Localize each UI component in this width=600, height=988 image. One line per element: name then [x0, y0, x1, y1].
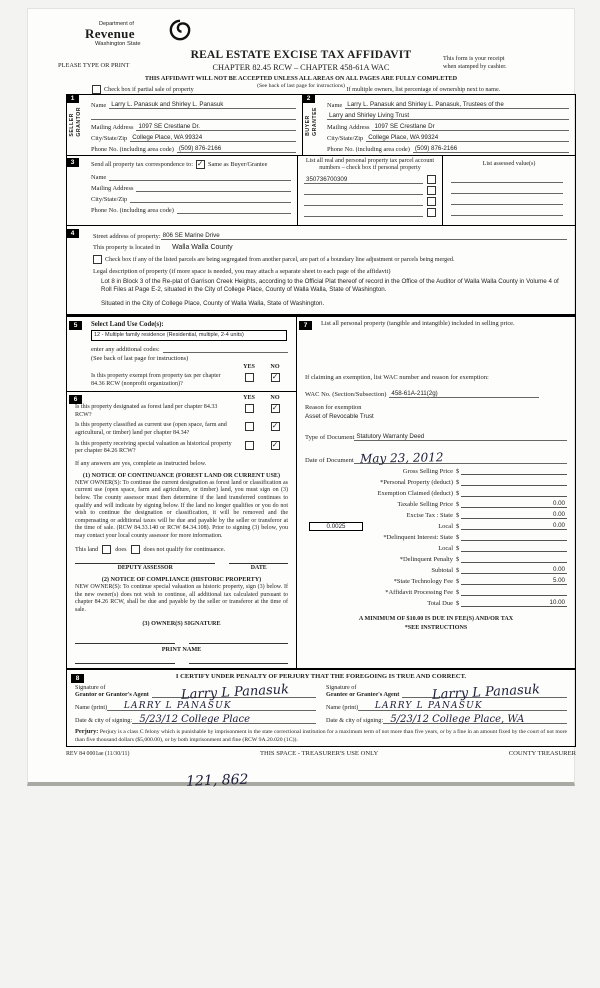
grantee-signature-block [326, 683, 567, 724]
seller-role-label [69, 107, 82, 137]
state-tech-fee-label: *State Technology Fee [393, 578, 453, 586]
dollar-sign: $ [456, 490, 460, 498]
additional-codes-field [163, 352, 288, 353]
assessed-field-3 [451, 204, 563, 205]
local-rate-box: 0.0025 [309, 522, 363, 531]
corr-name-field [109, 180, 291, 181]
see-instructions-note: *SEE INSTRUCTIONS [404, 624, 468, 631]
type-document-field [354, 433, 567, 441]
grantee-name-print-field [358, 701, 567, 712]
current-yes-checkbox[interactable] [245, 422, 254, 431]
type-document-value: Statutory Warranty Deed [356, 433, 425, 441]
minimum-fee-note: A MINIMUM OF $10.00 IS DUE IN FEE(S) AND/OR TAX [358, 616, 514, 623]
section-2-badge: 2 [302, 94, 315, 103]
exempt-yes-checkbox[interactable] [245, 373, 254, 382]
left-column [67, 317, 297, 668]
does-label: does [115, 546, 127, 554]
legal-description-label: Legal description of property (if more space is needed, you may attach a separate sheet to each page of the affidavit) [93, 268, 391, 275]
receipt-note-line2: when stamped by cashier. [443, 62, 507, 70]
parcel-field-2 [304, 194, 423, 195]
this-land-label: This land [75, 546, 99, 554]
land-use-code-select[interactable]: 12 - Multiple family residence (Residential, multiple, 2-4 units) [91, 330, 287, 341]
compliance-text: NEW OWNER(S): To continue special valuation as historic property, sign (3) below. If the new owner(s) does not wish to continue, all additional tax calculated pursuant to chapter 84.26 RCW, shall be due and payable by the seller or transferor at the time of sale. [75, 584, 288, 613]
owner-signature-line-2 [189, 637, 289, 644]
street-address-field [161, 232, 567, 240]
grantor-date-city-field [132, 714, 316, 726]
deputy-assessor-line: DEPUTY ASSESSOR [75, 563, 215, 571]
gross-selling-price-label: Gross Selling Price [402, 468, 453, 476]
parcel-personal-checkbox-4[interactable] [427, 208, 436, 217]
reason-exemption-label: Reason for exemption [305, 404, 362, 412]
no-header-2: NO [270, 395, 280, 402]
state-tech-fee-value: 5.00 [552, 577, 565, 585]
corr-phone-field [177, 213, 291, 214]
seller-phone-label: Phone No. (including area code) [91, 146, 174, 153]
buyer-city-value: College Place, WA 99324 [368, 134, 439, 141]
perjury-text: Perjury is a class C felony which is punishable by imprisonment in the state correctional institution for a maximum term of not more than five years, or by a fine in an amount fixed by the court of not more than five thousand dollars ($5,000.00), or by both imprisonment and fine (RCW 9A.20.020 (1C)). [75, 729, 568, 743]
same-as-buyer-checkbox[interactable] [196, 160, 205, 169]
assessed-field-2 [451, 193, 563, 194]
print-name-line-1 [75, 657, 175, 664]
corr-name-label: Name [91, 174, 107, 181]
grantor-signature-block [75, 683, 316, 724]
delinquent-penalty-label: *Delinquent Penalty [399, 556, 453, 564]
personal-property-deduct-value [565, 478, 567, 485]
print-name-label: PRINT NAME [161, 646, 202, 654]
land-use-section [67, 317, 296, 391]
exemption-claim-label: If claiming an exemption, list WAC number and reason for exemption: [305, 374, 489, 382]
seller-city-label: City/State/Zip [91, 135, 128, 142]
reason-exemption-value: Asset of Revocable Trust [305, 412, 374, 420]
seller-mailing-value: 1097 SE Crestlane Dr. [138, 123, 201, 130]
parties-row [66, 94, 576, 156]
wac-field [389, 390, 539, 398]
excise-tax-local-field [461, 522, 567, 530]
exempt-question: Is this property exempt from property tax per chapter 84.36 RCW (nonprofit organization)? [91, 373, 221, 387]
exemption-claimed-value [565, 489, 567, 496]
no-header: NO [270, 364, 280, 370]
date-document-value: May 23, 2012 [359, 450, 444, 467]
buyer-role-label [305, 107, 318, 136]
section-5-badge: 5 [69, 321, 82, 330]
buyer-grantee-box [303, 94, 576, 156]
taxable-selling-price-value: 0.00 [552, 500, 565, 508]
state-tech-fee-field [461, 577, 567, 585]
section-8-badge: 8 [71, 674, 84, 683]
corr-phone-label: Phone No. (including area code) [91, 207, 174, 214]
dollar-sign: $ [456, 545, 460, 553]
grantor-name-print-field [107, 701, 316, 712]
grantor-agent-label: Grantor or Grantor's Agent [75, 691, 149, 699]
yes-header: YES [243, 364, 255, 370]
dollar-sign: $ [456, 501, 460, 509]
seller-name-label: Name [91, 102, 107, 109]
compliance-title: (2) NOTICE OF COMPLIANCE (HISTORIC PROPERTY) [101, 576, 262, 584]
parcel-field-4 [304, 216, 423, 217]
parcel-number-value: 350736700309 [306, 175, 348, 183]
forest-question: Is this property designated as forest land per chapter 84.33 RCW? [75, 404, 218, 418]
buyer-name-value: Larry L. Panasuk and Shirley L. Panasuk, Trustees of the [347, 101, 504, 108]
signature-of-label: Signature of [75, 684, 106, 692]
exemption-claimed-field [461, 489, 567, 497]
local-label-text: Local [438, 523, 453, 531]
personal-property-deduct-field [461, 478, 567, 486]
excise-tax-state-value: 0.00 [552, 511, 565, 519]
parcel-header: List all real and personal property tax parcel account numbers – check box if personal property [305, 158, 435, 172]
buyer-phone-value: (509) 876-2166 [414, 145, 458, 152]
parcel-personal-checkbox-2[interactable] [427, 186, 436, 195]
right-column [297, 317, 575, 668]
grantee-date-city-label: Date & city of signing: [326, 717, 384, 725]
form-rev-number: REV 84 0001ae (11/30/11) [66, 751, 130, 758]
seller-name-value: Larry L. Panasuk and Shirley L. Panasuk [111, 101, 224, 108]
assessed-column [442, 156, 575, 225]
exemption-claimed-label: Exemption Claimed (deduct) [377, 490, 453, 498]
buyer-name2-value: Larry and Shirley Living Trust [329, 112, 410, 119]
subtotal-field [461, 566, 567, 574]
if-yes-note: If any answers are yes, complete as instructed below. [75, 459, 207, 467]
street-address-label: Street address of property: [93, 233, 161, 240]
handwritten-treasurer-note: 121, 862 [185, 771, 249, 791]
parcel-field-3 [304, 205, 423, 206]
grantor-date-city-value: 5/23/12 College Place [139, 714, 251, 726]
wac-value: 458-61A-211(2g) [391, 390, 438, 398]
parcel-field-1 [304, 175, 423, 184]
total-due-value: 10.00 [549, 599, 565, 607]
assessed-field-1 [451, 182, 563, 183]
legal-description-text: Lot 8 in Block 3 of the Re-plat of Garrison Creek Heights, according to the Official Plat thereof of record in the Office of the Auditor of Walla Walla County in Volume 4 of Roll Files at Page E-2, situated in the City of College Place, County of Walla Walla, State of Washington. [101, 278, 559, 294]
land-does-checkbox[interactable] [102, 545, 111, 554]
excise-tax-local-value: 0.00 [552, 522, 565, 530]
delinquent-penalty-value [565, 555, 567, 562]
dollar-sign: $ [456, 479, 460, 487]
buyer-city-field [366, 134, 569, 142]
please-type-label: PLEASE TYPE OR PRINT [58, 62, 130, 69]
seller-city-field [130, 134, 296, 142]
continuance-text: NEW OWNER(S): To continue the current designation as forest land or classification as current use (open space, farm and agriculture, or timber) land, you must sign on (3) below. The county assessor must then determine if the land transferred continues to qualify and will indicate by signing below. If the land no longer qualifies or you do not wish to continue the designation or classification, it will be removed and the compensating or additional taxes will be due and payable by the seller or transferor at the time of sale. (RCW 84.33.140 or RCW 84.34.108). Prior to signing (3) below, you may contact your local county assessor for more information. [75, 479, 288, 539]
partial-sale-label: Check box if partial sale of property [104, 86, 194, 93]
logo-dept-text: Department of [99, 21, 134, 27]
logo-state-text: Washington State [95, 41, 141, 47]
section-1-badge: 1 [66, 94, 79, 103]
delinquent-penalty-field [461, 555, 567, 563]
form-warning: THIS AFFIDAVIT WILL NOT BE ACCEPTED UNLESS ALL AREAS ON ALL PAGES ARE FULLY COMPLETED [144, 74, 458, 82]
dollar-sign: $ [456, 567, 460, 575]
current-use-question: Is this property classified as current use (open space, farm and agricultural, or timber) land per chapter 84.34? [75, 422, 227, 437]
form-chapter: CHAPTER 82.45 RCW – CHAPTER 458-61A WAC [212, 63, 390, 73]
buyer-word: BUYER [305, 115, 311, 136]
form-seeback: (See back of last page for instructions) [257, 82, 345, 89]
delinquent-interest-local-label: Local [438, 545, 453, 553]
footer-row [66, 750, 576, 757]
perjury-notice [66, 726, 576, 747]
grantee-name-print-value: LARRY L PANASUK [374, 701, 483, 712]
corr-city-label: City/State/Zip [91, 196, 128, 203]
delinquent-interest-local-field [461, 544, 567, 552]
partial-sale-row [66, 85, 576, 94]
receipt-note [443, 55, 548, 71]
delinquent-interest-state-value [565, 533, 567, 540]
personal-property-deduct-label: *Personal Property (deduct) [380, 479, 453, 487]
certification-section [66, 669, 576, 726]
grantor-date-city-label: Date & city of signing: [75, 717, 133, 725]
buyer-mailing-value: 1097 SE Crestlane Dr [374, 123, 435, 130]
form-body [66, 85, 576, 791]
buyer-mailing-field [372, 123, 569, 131]
multiple-owners-note: If multiple owners, list percentage of ownership next to name. [346, 86, 501, 93]
assessed-field-4 [451, 215, 563, 216]
seller-city-value: College Place, WA 99324 [132, 134, 203, 141]
corr-mailing-label: Mailing Address [91, 185, 134, 192]
personal-property-label: List all personal property (tangible and intangible) included in selling price. [321, 320, 515, 327]
taxable-selling-price-label: Taxable Selling Price [397, 501, 453, 509]
dollar-sign: $ [456, 589, 460, 597]
dollar-sign: $ [456, 600, 460, 608]
subtotal-value: 0.00 [552, 566, 565, 574]
land-use-label: Select Land Use Code(s): [91, 321, 164, 328]
subtotal-label: Subtotal [431, 567, 453, 575]
dollar-sign: $ [456, 578, 460, 586]
continuance-title: (1) NOTICE OF CONTINUANCE (FOREST LAND OR CURRENT USE) [82, 471, 281, 479]
additional-codes-label: enter any additional codes: [91, 346, 160, 353]
seller-name2-field [91, 119, 296, 120]
corr-mailing-field [136, 191, 291, 192]
seller-grantor-box [66, 94, 303, 156]
owner-signature-line-1 [75, 637, 175, 644]
excise-tax-state-field [461, 511, 567, 519]
buyer-phone-label: Phone No. (including area code) [327, 146, 410, 153]
affidavit-fee-value [565, 588, 567, 595]
send-correspondence-label: Send all property tax correspondence to: [91, 161, 193, 168]
parcel-column [297, 156, 442, 225]
seller-phone-field [177, 145, 296, 153]
street-address-value: 806 SE Marine Drive [162, 232, 220, 239]
dollar-sign: $ [456, 468, 460, 476]
wac-label: WAC No. (Section/Subsection) [305, 391, 387, 399]
parcel-personal-checkbox-3[interactable] [427, 197, 436, 206]
date-document-label: Date of Document [305, 457, 354, 465]
date-line: DATE [229, 563, 288, 571]
grantee-signature-value: Larry L Panasuk [431, 682, 541, 704]
delinquent-interest-state-field [461, 533, 567, 541]
grantee-word: GRANTEE [312, 107, 318, 136]
grantor-name-print-label: Name (print) [75, 704, 108, 712]
dollar-sign: $ [456, 523, 460, 531]
total-due-label: Total Due [427, 600, 453, 608]
seller-phone-value: (509) 876-2166 [178, 145, 222, 152]
affidavit-fee-field [461, 588, 567, 596]
grantee-signature-field [402, 682, 567, 704]
buyer-phone-field [413, 145, 569, 153]
parcel-personal-checkbox-1[interactable] [427, 175, 436, 184]
partial-sale-checkbox[interactable] [92, 85, 101, 94]
taxable-selling-price-field [461, 500, 567, 508]
historic-no-checkbox[interactable] [271, 441, 280, 450]
seller-mailing-label: Mailing Address [91, 124, 134, 131]
property-address-section [66, 226, 576, 315]
print-name-line-2 [189, 657, 289, 664]
dollar-sign: $ [456, 534, 460, 542]
seller-name-field [109, 101, 296, 109]
grantor-word: GRANTOR [76, 107, 82, 137]
dollar-sign: $ [456, 556, 460, 564]
buyer-city-label: City/State/Zip [327, 135, 364, 142]
grantee-agent-label: Grantee or Grantee's Agent [326, 691, 400, 699]
section-6-badge: 6 [69, 395, 82, 404]
does-not-label: does not qualify for continuance. [143, 546, 226, 554]
grantee-name-print-label: Name (print) [326, 704, 359, 712]
receipt-note-line1: This form is your receipt [443, 55, 505, 62]
section-3-badge: 3 [66, 158, 79, 167]
corr-city-field [130, 202, 291, 203]
delinquent-interest-local-value [565, 544, 567, 551]
segregated-label: Check box if any of the listed parcels are being segregated from another parcel, are part of a boundary line adjustment or parcels being merged. [105, 256, 455, 263]
current-no-checkbox[interactable] [271, 422, 280, 431]
signature-of-label: Signature of [326, 684, 357, 692]
same-as-buyer-label: Same as Buyer/Grantee [207, 161, 268, 168]
dor-swirl-icon [169, 19, 191, 41]
historic-yes-checkbox[interactable] [245, 441, 254, 450]
main-columns [66, 315, 576, 669]
grantor-signature-value: Larry L Panasuk [181, 682, 290, 704]
affidavit-fee-label: *Affidavit Processing Fee [385, 589, 453, 597]
situated-text: Situated in the City of College Place, County of Walla Walla, State of Washington. [101, 300, 325, 308]
section-4-badge: 4 [66, 229, 79, 238]
perjury-lead: Perjury: [75, 728, 99, 736]
correspondence-column [67, 156, 297, 225]
excise-tax-local-label [305, 523, 453, 530]
dollar-sign: $ [456, 512, 460, 520]
grantee-date-city-field [383, 714, 567, 726]
form-title: REAL ESTATE EXCISE TAX AFFIDAVIT [190, 49, 412, 61]
gross-selling-price-field [461, 467, 567, 475]
land-designation-section [67, 391, 296, 668]
logo-revenue-text: Revenue [85, 26, 135, 41]
section-7-badge: 7 [299, 321, 312, 330]
grantee-date-city-value: 5/23/12 College Place, WA [390, 714, 525, 726]
owners-signature-title: (3) OWNER(S) SIGNATURE [142, 620, 221, 628]
located-in-label: This property is located in [93, 244, 161, 251]
buyer-name-field [345, 101, 569, 109]
exempt-no-checkbox[interactable] [271, 373, 280, 382]
excise-tax-state-label: Excise Tax : State [406, 512, 453, 520]
total-due-field [461, 599, 567, 607]
located-county-value: Walla Walla County [172, 244, 233, 251]
grantor-signature-field [152, 682, 316, 704]
dor-logo [85, 21, 175, 47]
buyer-name2-field [327, 112, 569, 120]
seller-word: SELLER [69, 113, 75, 137]
type-document-label: Type of Document [305, 434, 355, 442]
forest-no-checkbox[interactable] [271, 404, 280, 413]
affidavit-page [27, 8, 576, 791]
buyer-name-label: Name [327, 102, 343, 109]
date-document-field [354, 450, 567, 467]
delinquent-interest-state-label: *Delinquent Interest: State [383, 534, 453, 542]
treasurer-space-label: THIS SPACE - TREASURER'S USE ONLY [259, 750, 379, 758]
gross-selling-price-value [565, 467, 567, 474]
historic-question: Is this property receiving special valuation as historical property per chapter 84.26 RCW? [75, 440, 232, 455]
tax-correspondence-section [66, 156, 576, 226]
land-does-not-checkbox[interactable] [131, 545, 140, 554]
seller-mailing-field [136, 123, 296, 131]
yes-header-2: YES [243, 395, 255, 402]
see-back-note: (See back of last page for instructions) [91, 355, 189, 362]
forest-yes-checkbox[interactable] [245, 404, 254, 413]
segregated-checkbox[interactable] [93, 255, 102, 264]
grantor-name-print-value: LARRY L PANASUK [123, 701, 232, 712]
assessed-header: List assessed value(s) [482, 161, 536, 167]
county-treasurer-label: COUNTY TREASURER [508, 750, 576, 758]
buyer-mailing-label: Mailing Address [327, 124, 370, 131]
certify-statement: I CERTIFY UNDER PENALTY OF PERJURY THAT THE FOREGOING IS TRUE AND CORRECT. [175, 673, 467, 681]
